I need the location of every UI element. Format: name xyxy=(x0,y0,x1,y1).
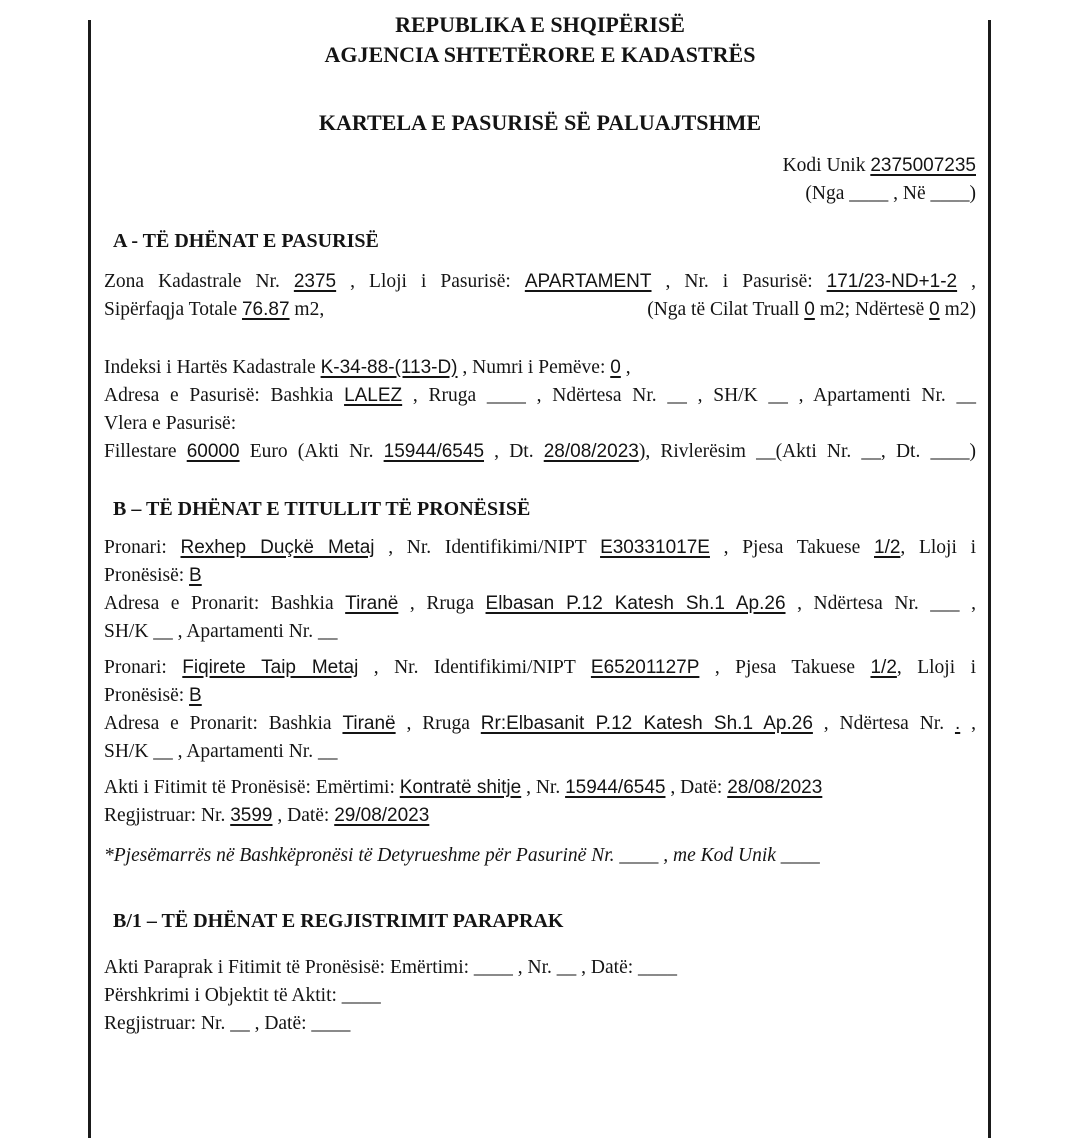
ndertese-value: 0 xyxy=(929,299,940,320)
akti-nr-label: Euro (Akti Nr. xyxy=(239,441,384,462)
owner1-rruga-value: Elbasan P.12 Katesh Sh.1 Ap.26 xyxy=(485,593,786,614)
indeksi-label: Indeksi i Hartës Kadastrale xyxy=(104,357,321,378)
owner1-name-value: Rexhep Duçkë Metaj xyxy=(180,537,375,558)
indeksi-value: K-34-88-(113-D) xyxy=(320,357,458,378)
kodi-unik-value: 2375007235 xyxy=(870,155,976,176)
owner2-rruga-label: , Rruga xyxy=(395,713,481,734)
nr-pasurise-label: , Nr. i Pasurisë: xyxy=(651,271,827,292)
owner2-adresa-label: Adresa e Pronarit: Bashkia xyxy=(104,713,343,734)
owner2-address-line xyxy=(104,710,976,738)
section-b-heading: B – TË DHËNAT E TITULLIT TË PRONËSISË xyxy=(113,498,531,520)
owner2-bashkia-value: Tiranë xyxy=(342,713,396,734)
owner2-pronari-label: Pronari: xyxy=(104,657,183,678)
regjistruar-date-value: 29/08/2023 xyxy=(334,805,430,826)
akti-fitimit-nr-label: , Nr. xyxy=(521,777,566,798)
owner2-nipt-value: E65201127P xyxy=(590,657,700,678)
rivleresim-tail: ), Rivlerësim __(Akti Nr. __, Dt. ____) xyxy=(638,441,976,462)
vlera-pasurise-line: Vlera e Pasurisë: xyxy=(104,413,237,434)
owner2-address-tail: , xyxy=(960,713,976,734)
owner1-nipt-value: E30331017E xyxy=(600,537,710,558)
fillestare-line xyxy=(104,438,976,466)
owner2-rruga-value: Rr:Elbasanit P.12 Katesh Sh.1 Ap.26 xyxy=(480,713,813,734)
owner1-nipt-label: , Nr. Identifikimi/NIPT xyxy=(374,537,601,558)
akti-fitimit-date-value: 28/08/2023 xyxy=(727,777,823,798)
agency-header: AGJENCIA SHTETËRORE E KADASTRËS xyxy=(324,42,756,67)
nga-ne-line: (Nga ____ , Në ____) xyxy=(805,183,976,204)
regjistruar-line xyxy=(104,802,976,830)
truall-value: 0 xyxy=(804,299,815,320)
owner2-line1-tail: , Lloji i xyxy=(896,657,976,678)
siperfaqja-left xyxy=(104,296,324,324)
siperfaqja-unit: m2, xyxy=(289,299,325,320)
section-b1-block xyxy=(104,954,976,1038)
bashkepronesi-note: *Pjesëmarrës në Bashkëpronësi të Detyrueshme për Pasurinë Nr. ____ , me Kod Unik ____ xyxy=(104,845,820,866)
zona-kadastrale-line xyxy=(104,268,976,296)
owner1-line1-tail: , Lloji i xyxy=(900,537,977,558)
akti-fitimit-block xyxy=(104,774,976,830)
page-right-border xyxy=(988,20,991,1138)
regjistruar-date-label: , Datë: xyxy=(272,805,335,826)
owner1-pjesa-value: 1/2 xyxy=(874,537,901,558)
akti-dt-label: , Dt. xyxy=(484,441,544,462)
akti-fitimit-label: Akti i Fitimit të Pronësisë: Emërtimi: xyxy=(104,777,400,798)
owner2-pjesa-value: 1/2 xyxy=(870,657,897,678)
siperfaqja-label: Sipërfaqja Totale xyxy=(104,299,242,320)
owner1-block xyxy=(104,534,976,646)
nr-pasurise-value: 171/23-ND+1-2 xyxy=(826,271,958,292)
ndertese-unit: m2) xyxy=(939,299,976,320)
regjistruar-nr-value: 3599 xyxy=(230,805,273,826)
owner2-shk-line: SH/K __ , Apartamenti Nr. __ xyxy=(104,741,338,762)
owner1-line2 xyxy=(104,562,976,590)
owner2-line2 xyxy=(104,682,976,710)
owner2-pronesise-label: Pronësisë: xyxy=(104,685,190,706)
owner1-bashkia-value: Tiranë xyxy=(345,593,399,614)
owner2-lloji-value: B xyxy=(189,685,202,706)
adresa-pasurise-label: Adresa e Pasurisë: Bashkia xyxy=(104,385,345,406)
adresa-pasurise-line xyxy=(104,382,976,410)
section-a-paragraph-2 xyxy=(104,354,976,466)
siperfaqja-right xyxy=(647,296,976,324)
owner1-rruga-label: , Rruga xyxy=(398,593,486,614)
numri-pemeve-value: 0 xyxy=(610,357,621,378)
akti-nr-value: 15944/6545 xyxy=(383,441,485,462)
truall-label: (Nga të Cilat Truall xyxy=(647,299,805,320)
owner1-address-tail: , Ndërtesa Nr. ___ , xyxy=(785,593,976,614)
akti-fitimit-date-label: , Datë: xyxy=(665,777,728,798)
republic-header: REPUBLIKA E SHQIPËRISË xyxy=(395,12,685,37)
numri-pemeve-label: , Numri i Pemëve: xyxy=(457,357,611,378)
adresa-pasurise-blanks: , Rruga ____ , Ndërtesa Nr. __ , SH/K __ , Apartamenti Nr. __ xyxy=(402,385,976,406)
owner1-pronari-label: Pronari: xyxy=(104,537,181,558)
owner1-line1 xyxy=(104,534,976,562)
section-a-paragraph-1 xyxy=(104,268,976,324)
kodi-unik-label: Kodi Unik xyxy=(782,155,871,176)
section-b1-heading: B/1 – TË DHËNAT E REGJISTRIMIT PARAPRAK xyxy=(113,910,564,932)
siperfaqja-line xyxy=(104,296,976,324)
zona-kadastrale-value: 2375 xyxy=(293,271,337,292)
owner1-pronesise-label: Pronësisë: xyxy=(104,565,190,586)
section-a-heading: A - TË DHËNAT E PASURISË xyxy=(113,230,379,252)
siperfaqja-value: 76.87 xyxy=(241,299,290,320)
owner2-line1 xyxy=(104,654,976,682)
page-left-border xyxy=(88,20,91,1138)
fillestare-label: Fillestare xyxy=(104,441,187,462)
page-content xyxy=(104,0,976,1038)
vlera-fillestare-value: 60000 xyxy=(186,441,240,462)
lloji-pasurise-value: APARTAMENT xyxy=(524,271,652,292)
owner2-ndertesa-value: . xyxy=(954,713,961,734)
kodi-unik-line xyxy=(104,152,976,180)
owner2-block xyxy=(104,654,976,766)
zona-label: Zona Kadastrale Nr. xyxy=(104,271,294,292)
akti-paraprak-line: Akti Paraprak i Fitimit të Pronësisë: Emërtimi: ____ , Nr. __ , Datë: ____ xyxy=(104,957,678,978)
regjistruar-label: Regjistruar: Nr. xyxy=(104,805,231,826)
indeksi-line xyxy=(104,354,976,382)
owner2-nipt-label: , Nr. Identifikimi/NIPT xyxy=(358,657,591,678)
pershkrimi-line: Përshkrimi i Objektit të Aktit: ____ xyxy=(104,985,381,1006)
zona-line-tail: , xyxy=(957,271,976,292)
owner1-shk-line: SH/K __ , Apartamenti Nr. __ xyxy=(104,621,338,642)
owner2-ndertesa-label: , Ndërtesa Nr. xyxy=(812,713,955,734)
indeksi-line-tail: , xyxy=(620,357,631,378)
owner1-address-line xyxy=(104,590,976,618)
akti-dt-value: 28/08/2023 xyxy=(543,441,639,462)
akti-fitimit-line xyxy=(104,774,976,802)
bashkia-pasurise-value: LALEZ xyxy=(344,385,403,406)
owner2-name-value: Fiqirete Taip Metaj xyxy=(182,657,359,678)
lloji-pasurise-label: , Lloji i Pasurisë: xyxy=(336,271,525,292)
akti-emertimi-value: Kontratë shitje xyxy=(399,777,522,798)
regjistruar-paraprak-line: Regjistruar: Nr. __ , Datë: ____ xyxy=(104,1013,351,1034)
owner1-adresa-label: Adresa e Pronarit: Bashkia xyxy=(104,593,346,614)
ndertese-label: m2; Ndërtesë xyxy=(814,299,930,320)
akti-fitimit-nr-value: 15944/6545 xyxy=(565,777,666,798)
owner1-pjesa-label: , Pjesa Takuese xyxy=(709,537,874,558)
document-title: KARTELA E PASURISË SË PALUAJTSHME xyxy=(318,110,762,135)
owner1-lloji-value: B xyxy=(189,565,202,586)
owner2-pjesa-label: , Pjesa Takuese xyxy=(699,657,871,678)
